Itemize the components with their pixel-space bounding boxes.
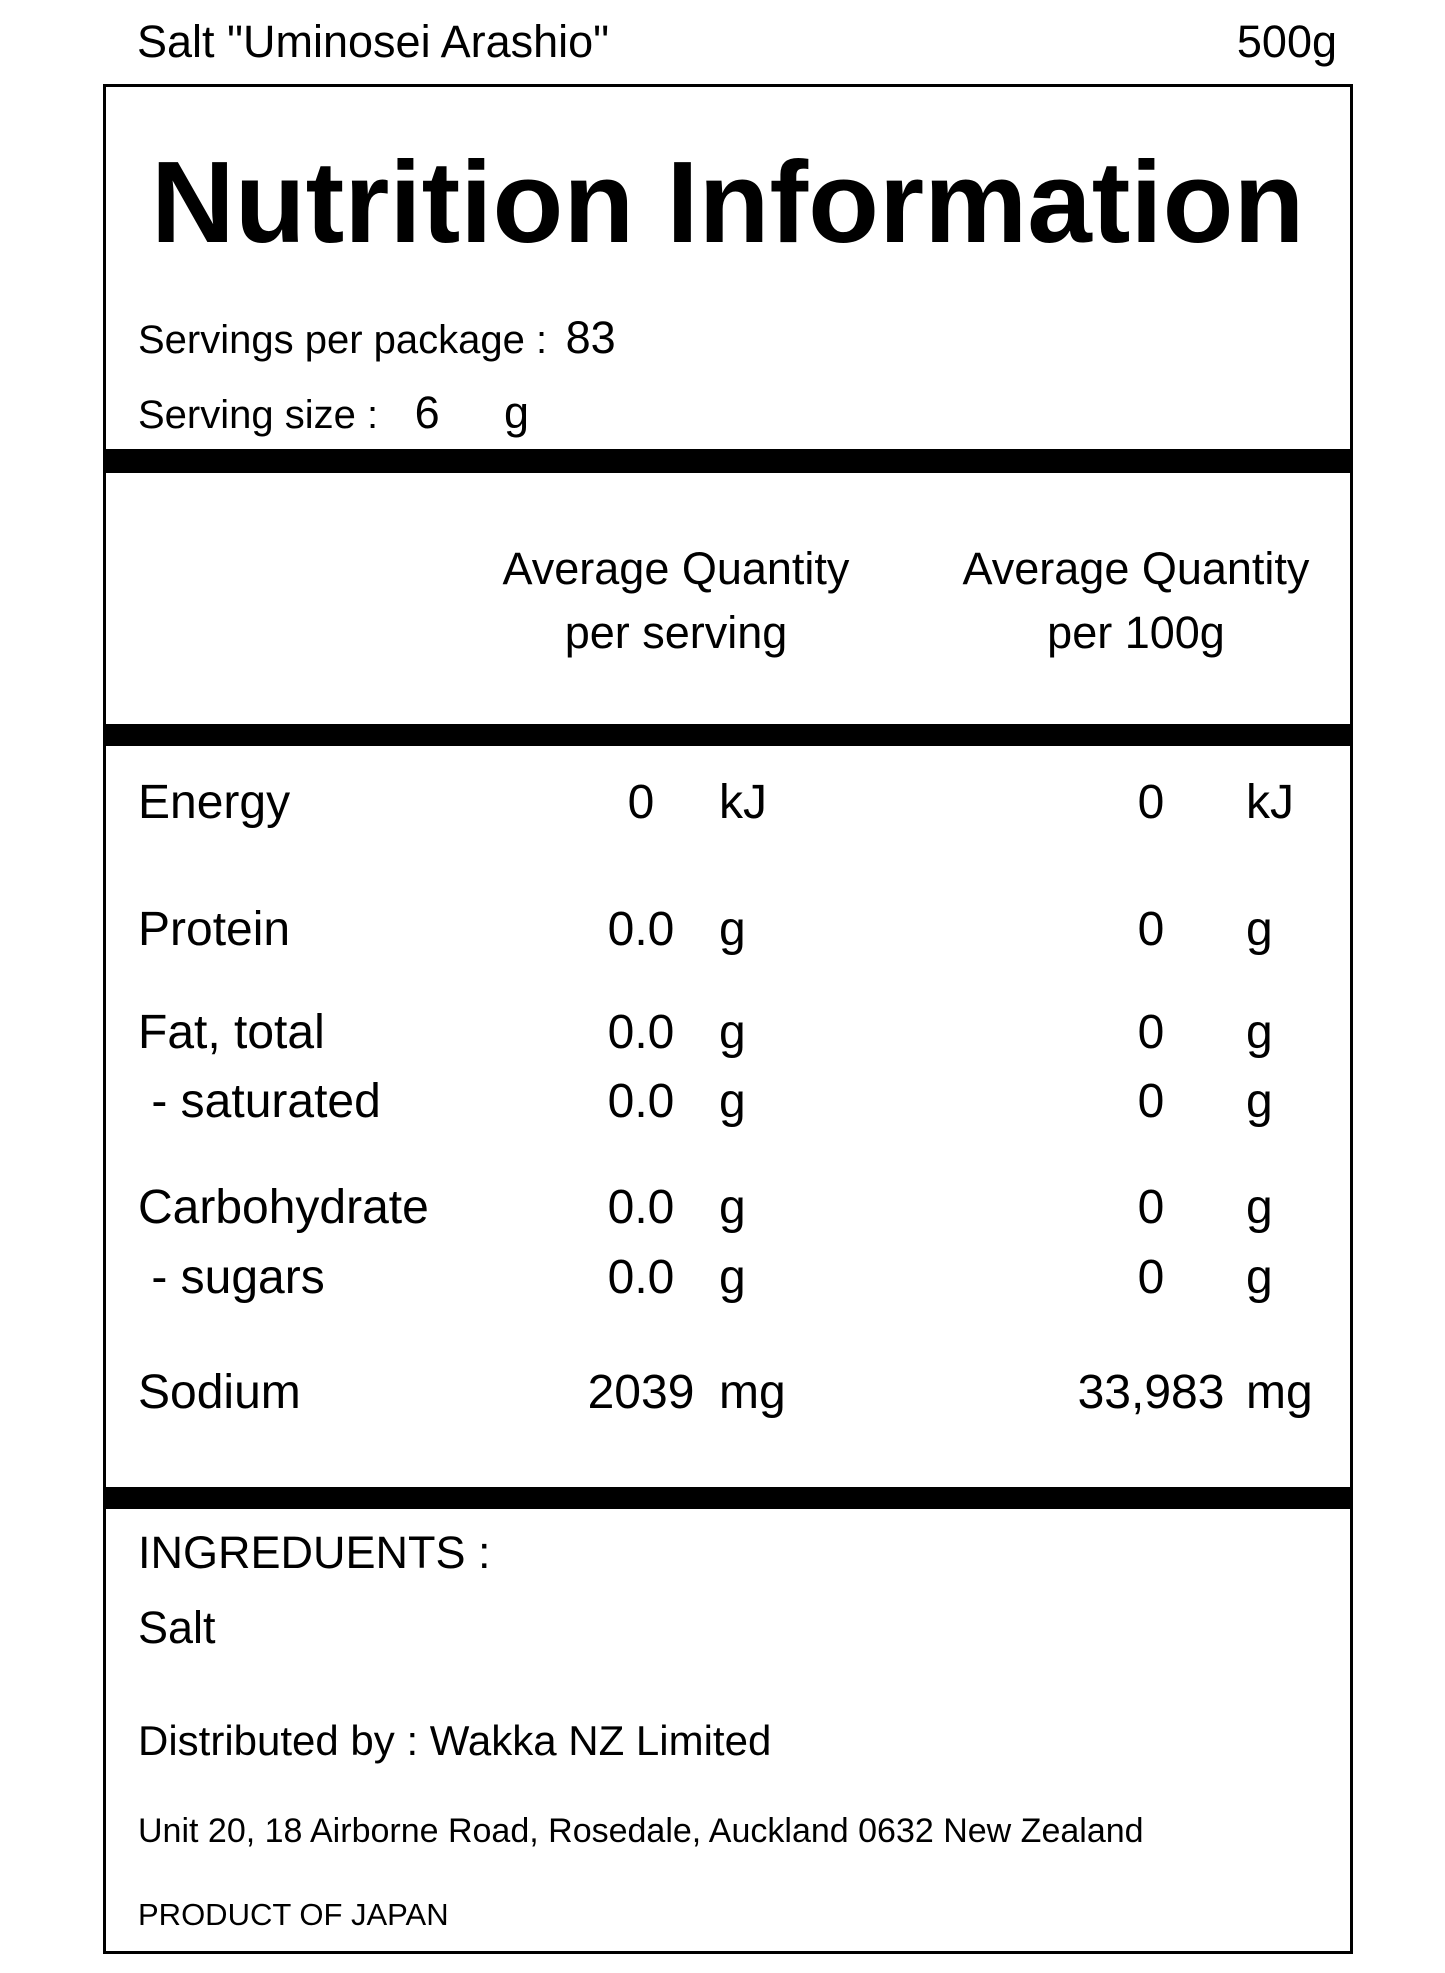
per-100g-value: 0	[1137, 1075, 1165, 1128]
per-serving-value: 0.0	[607, 1181, 675, 1234]
nutrient-row-carbohydrate	[106, 1180, 1350, 1240]
column-header-per-serving-line2: per serving	[564, 607, 788, 658]
nutrient-label: - saturated	[138, 1075, 381, 1128]
per-serving-value: 0.0	[607, 1006, 675, 1059]
per-100g-unit: g	[1246, 1075, 1273, 1128]
per-100g-value: 0	[1137, 1251, 1165, 1304]
per-100g-value: 0	[1137, 903, 1165, 956]
column-header-per-serving-line1: Average Quantity	[502, 543, 850, 594]
per-serving-value: 0.0	[607, 1251, 675, 1304]
per-100g-value: 0	[1137, 1006, 1165, 1059]
column-header-per-100g	[926, 537, 1346, 665]
ingredients-list: Salt	[138, 1602, 216, 1653]
nutrient-label: Carbohydrate	[138, 1181, 429, 1234]
serving-size	[138, 387, 529, 439]
serving-size-unit: g	[504, 387, 530, 438]
per-100g-unit: g	[1246, 1181, 1273, 1234]
per-100g-unit: g	[1246, 1006, 1273, 1059]
nutrient-row-sugars	[106, 1250, 1350, 1310]
distributor-line: Distributed by : Wakka NZ Limited	[138, 1717, 772, 1764]
per-100g-value: 0	[1137, 1181, 1165, 1234]
serving-size-value: 6	[414, 387, 440, 438]
per-serving-unit: g	[719, 1075, 746, 1128]
nutrient-label: Sodium	[138, 1366, 301, 1419]
servings-per-package-value: 83	[565, 312, 616, 363]
divider-thick	[106, 449, 1350, 473]
country-of-origin: PRODUCT OF JAPAN	[138, 1897, 449, 1932]
per-serving-value: 2039	[587, 1366, 695, 1419]
per-100g-value: 33,983	[1077, 1366, 1225, 1419]
per-100g-unit: g	[1246, 903, 1273, 956]
nutrient-row-fat-total	[106, 1005, 1350, 1065]
per-serving-value: 0.0	[607, 903, 675, 956]
product-line	[137, 16, 1337, 72]
per-serving-unit: kJ	[719, 776, 767, 829]
column-header-per-100g-line2: per 100g	[1047, 607, 1225, 658]
serving-size-label: Serving size :	[138, 393, 379, 437]
nutrient-label: Protein	[138, 903, 291, 956]
nutrient-label: Fat, total	[138, 1006, 325, 1059]
per-serving-unit: g	[719, 1181, 746, 1234]
nutrition-panel	[103, 84, 1353, 1954]
ingredients-heading: INGREDUENTS :	[138, 1527, 491, 1578]
panel-title: Nutrition Information	[151, 137, 1305, 267]
nutrient-row-sodium	[106, 1365, 1350, 1425]
per-100g-unit: kJ	[1246, 776, 1294, 829]
nutrient-row-saturated	[106, 1074, 1350, 1134]
product-weight: 500g	[1236, 16, 1337, 67]
per-serving-value: 0.0	[607, 1075, 675, 1128]
per-100g-unit: g	[1246, 1251, 1273, 1304]
nutrient-row-energy	[106, 775, 1350, 835]
distributor-address: Unit 20, 18 Airborne Road, Rosedale, Auckland 0632 New Zealand	[138, 1812, 1144, 1850]
column-header-per-serving	[466, 537, 886, 665]
column-header-per-100g-line1: Average Quantity	[962, 543, 1310, 594]
nutrient-label: Energy	[138, 776, 291, 829]
divider-thick	[106, 724, 1350, 746]
nutrient-label: - sugars	[138, 1251, 325, 1304]
per-100g-unit: mg	[1246, 1366, 1313, 1419]
divider-thick	[106, 1487, 1350, 1509]
per-serving-unit: g	[719, 903, 746, 956]
per-serving-unit: mg	[719, 1366, 786, 1419]
nutrient-row-protein	[106, 902, 1350, 962]
product-name: Salt "Uminosei Arashio"	[137, 16, 610, 67]
per-serving-unit: g	[719, 1251, 746, 1304]
per-serving-unit: g	[719, 1006, 746, 1059]
per-100g-value: 0	[1137, 776, 1165, 829]
servings-per-package	[138, 312, 616, 364]
servings-per-package-label: Servings per package :	[138, 318, 548, 362]
per-serving-value: 0	[627, 776, 655, 829]
